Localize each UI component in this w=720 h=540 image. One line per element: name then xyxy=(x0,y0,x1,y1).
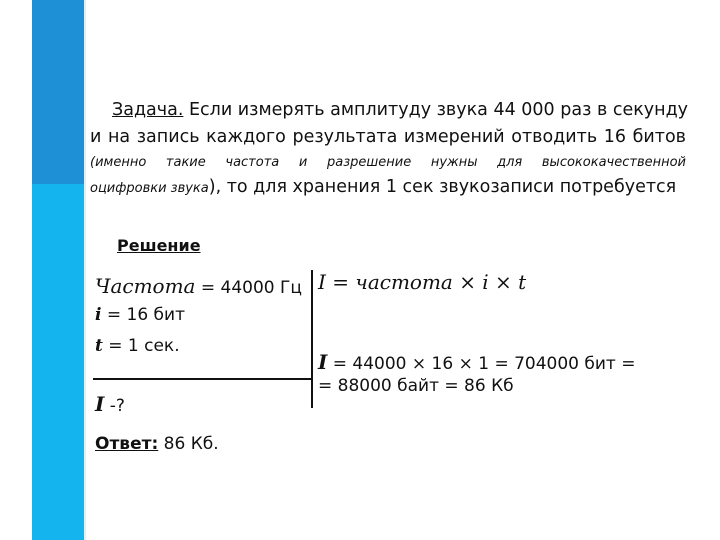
calculation-line-2: = 88000 байт = 86 Кб xyxy=(318,376,514,396)
solution-heading: Решение xyxy=(117,236,201,255)
accent-bar-bottom xyxy=(32,184,84,540)
calc-variable: I xyxy=(318,350,328,374)
frequency-variable: Частота xyxy=(95,274,196,298)
answer-label: Ответ: xyxy=(95,434,159,454)
accent-bar-shadow xyxy=(84,0,86,540)
problem-line-3: (именно такие частота и разрешение нужны для высококачественной xyxy=(90,155,686,170)
time-value: = 1 сек. xyxy=(102,336,180,356)
t-variable: t xyxy=(95,336,103,356)
problem-line-4-text: ), то для хранения 1 сек звукозаписи потребуется xyxy=(208,177,677,197)
given-bit-depth xyxy=(95,305,185,325)
i-variable: i xyxy=(95,305,102,325)
unknown-variable: I xyxy=(95,392,105,416)
given-frequency xyxy=(95,274,302,298)
task-label: Задача. xyxy=(112,100,184,120)
frequency-value: = 44000 Гц xyxy=(195,278,302,298)
problem-line-1 xyxy=(90,100,689,120)
given-time xyxy=(95,336,180,356)
volume-formula: I = частота × i × t xyxy=(318,270,527,294)
problem-line-4 xyxy=(90,177,686,197)
bit-depth-value: = 16 бит xyxy=(101,305,185,325)
calculation-line-1-text: = 44000 × 16 × 1 = 704000 бит = xyxy=(327,354,636,374)
unknown-mark: -? xyxy=(104,396,125,416)
solution-divider-horizontal xyxy=(93,378,312,380)
solution-divider-vertical xyxy=(311,270,313,408)
problem-line-2: и на запись каждого результата измерений отводить 16 битов xyxy=(90,127,686,147)
answer-value: 86 Кб. xyxy=(158,434,219,454)
calculation-line-1 xyxy=(318,350,635,374)
problem-line-4-italic: оцифровки звука xyxy=(90,181,209,196)
answer xyxy=(95,434,219,454)
accent-bar-top xyxy=(32,0,84,184)
unknown-quantity xyxy=(95,392,125,416)
problem-line-1-text: Если измерять амплитуду звука 44 000 раз в секунду xyxy=(183,100,689,120)
